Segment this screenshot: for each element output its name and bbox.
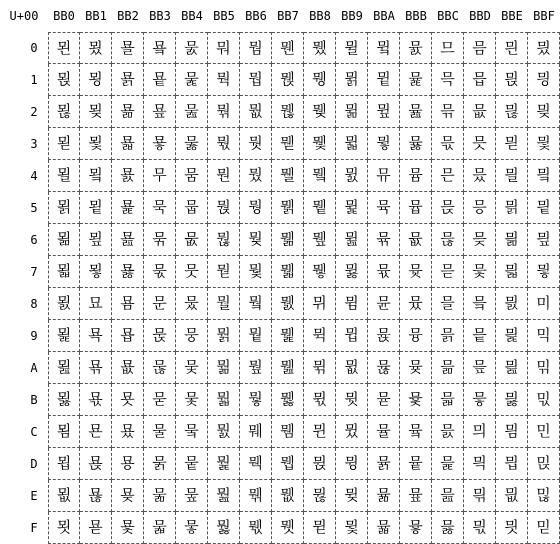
glyph-cell: 믛 — [464, 384, 496, 416]
glyph-cell: 믉 — [432, 320, 464, 352]
glyph-cell: 묱 — [144, 64, 176, 96]
glyph-cell: 뭜 — [208, 416, 240, 448]
glyph-cell: 믪 — [496, 352, 528, 384]
glyph-cell: 뮙 — [336, 320, 368, 352]
glyph-cell: 뭳 — [272, 128, 304, 160]
glyph-cell: 묍 — [48, 448, 80, 480]
glyph-cell: 뭆 — [176, 224, 208, 256]
column-header: BB0 — [53, 9, 75, 23]
glyph-cell: 믝 — [464, 448, 496, 480]
row-header: 2 — [30, 105, 38, 119]
glyph-cell: 묾 — [144, 480, 176, 512]
glyph-cell: 뭑 — [208, 64, 240, 96]
row-header: B — [30, 393, 38, 407]
glyph-cell: 묊 — [48, 352, 80, 384]
glyph-cell: 뭍 — [176, 448, 208, 480]
glyph-cell: 문 — [144, 288, 176, 320]
glyph-cell: 뭢 — [240, 96, 272, 128]
glyph-cell: 뮆 — [304, 224, 336, 256]
glyph-cell: 묰 — [144, 32, 176, 64]
glyph-cell: 믾 — [528, 480, 560, 512]
glyph-cell: 믁 — [432, 64, 464, 96]
glyph-cell: 묂 — [48, 96, 80, 128]
glyph-cell: 뭥 — [240, 192, 272, 224]
glyph-cell: 뮖 — [336, 224, 368, 256]
glyph-cell: 뮗 — [336, 256, 368, 288]
glyph-cell: 묙 — [80, 320, 112, 352]
glyph-grid — [48, 32, 560, 544]
glyph-cell: 묛 — [80, 384, 112, 416]
glyph-cell: 믬 — [496, 416, 528, 448]
glyph-cell: 뭤 — [240, 160, 272, 192]
glyph-cell: 묪 — [112, 352, 144, 384]
glyph-cell: 믴 — [528, 160, 560, 192]
glyph-cell: 뮐 — [336, 32, 368, 64]
glyph-cell: 뭱 — [272, 64, 304, 96]
glyph-cell: 묥 — [112, 192, 144, 224]
glyph-cell: 뮇 — [304, 256, 336, 288]
glyph-cell: 뭩 — [240, 320, 272, 352]
glyph-cell: 뮼 — [400, 416, 432, 448]
glyph-cell: 믂 — [432, 96, 464, 128]
glyph-cell: 묽 — [144, 448, 176, 480]
glyph-cell: 뭈 — [176, 288, 208, 320]
glyph-cell: 묮 — [112, 480, 144, 512]
glyph-cell: 뭛 — [208, 384, 240, 416]
row-header: 6 — [30, 233, 38, 247]
glyph-cell: 묨 — [112, 288, 144, 320]
glyph-cell: 뭀 — [176, 32, 208, 64]
column-header: BB2 — [117, 9, 139, 23]
glyph-cell: 묐 — [80, 32, 112, 64]
glyph-cell: 뭷 — [272, 256, 304, 288]
glyph-cell: 묜 — [80, 416, 112, 448]
glyph-cell: 뮂 — [304, 96, 336, 128]
glyph-cell: 뭌 — [176, 416, 208, 448]
glyph-cell: 믣 — [496, 128, 528, 160]
glyph-cell: 뮣 — [368, 128, 400, 160]
glyph-cell: 믿 — [528, 512, 560, 544]
glyph-cell: 묘 — [80, 288, 112, 320]
glyph-cell: 뮋 — [304, 384, 336, 416]
glyph-cell: 믵 — [528, 192, 560, 224]
glyph-cell: 묿 — [144, 512, 176, 544]
glyph-cell: 뮟 — [336, 512, 368, 544]
glyph-cell: 뮦 — [368, 224, 400, 256]
glyph-cell: 묅 — [48, 192, 80, 224]
glyph-cell: 뭞 — [208, 480, 240, 512]
column-header: BB8 — [309, 9, 331, 23]
glyph-cell: 뭭 — [240, 448, 272, 480]
glyph-cell: 믻 — [528, 384, 560, 416]
glyph-cell: 뮃 — [304, 128, 336, 160]
glyph-cell: 뮴 — [400, 160, 432, 192]
glyph-cell: 뮵 — [400, 192, 432, 224]
glyph-cell: 믥 — [496, 192, 528, 224]
glyph-cell: 믌 — [432, 416, 464, 448]
glyph-cell: 묔 — [80, 160, 112, 192]
column-header: BBC — [437, 9, 459, 23]
glyph-cell: 믇 — [432, 256, 464, 288]
glyph-cell: 뮬 — [368, 416, 400, 448]
glyph-cell: 묚 — [80, 352, 112, 384]
glyph-cell: 뮳 — [400, 128, 432, 160]
glyph-cell: 묫 — [112, 384, 144, 416]
glyph-cell: 믩 — [496, 320, 528, 352]
row-header: E — [30, 489, 38, 503]
glyph-cell: 뭃 — [176, 128, 208, 160]
glyph-cell: 뭵 — [272, 192, 304, 224]
row-header: 1 — [30, 73, 38, 87]
column-header: BB7 — [277, 9, 299, 23]
glyph-cell: 묓 — [80, 128, 112, 160]
glyph-cell: 뮻 — [400, 384, 432, 416]
glyph-cell: 믓 — [464, 128, 496, 160]
glyph-cell: 뮍 — [304, 448, 336, 480]
glyph-cell: 뭾 — [272, 480, 304, 512]
glyph-cell: 뮰 — [400, 32, 432, 64]
glyph-cell: 묖 — [80, 224, 112, 256]
row-header: 7 — [30, 265, 38, 279]
glyph-cell: 뮁 — [304, 64, 336, 96]
glyph-cell: 믦 — [496, 224, 528, 256]
glyph-cell: 뭬 — [240, 416, 272, 448]
glyph-cell: 뭶 — [272, 224, 304, 256]
glyph-cell: 물 — [144, 416, 176, 448]
glyph-cell: 묉 — [48, 320, 80, 352]
row-header: 0 — [30, 41, 38, 55]
glyph-cell: 믳 — [528, 128, 560, 160]
glyph-cell: 뮓 — [336, 128, 368, 160]
glyph-cell: 뭊 — [176, 352, 208, 384]
glyph-cell: 뮩 — [368, 320, 400, 352]
glyph-cell: 믈 — [432, 288, 464, 320]
glyph-cell: 묝 — [80, 448, 112, 480]
glyph-cell: 묁 — [48, 64, 80, 96]
glyph-cell: 묣 — [112, 128, 144, 160]
glyph-cell: 뮽 — [400, 448, 432, 480]
row-header: 4 — [30, 169, 38, 183]
glyph-cell: 믭 — [496, 448, 528, 480]
glyph-cell: 믽 — [528, 448, 560, 480]
glyph-cell: 뮾 — [400, 480, 432, 512]
glyph-cell: 뮪 — [368, 352, 400, 384]
glyph-cell: 뭘 — [208, 288, 240, 320]
glyph-cell: 묻 — [144, 384, 176, 416]
glyph-cell: 묭 — [112, 448, 144, 480]
glyph-cell: 뮉 — [304, 320, 336, 352]
glyph-cell: 뭹 — [272, 320, 304, 352]
glyph-cell: 묩 — [112, 320, 144, 352]
glyph-cell: 믰 — [528, 32, 560, 64]
glyph-cell: 뭿 — [272, 512, 304, 544]
glyph-cell: 묟 — [80, 512, 112, 544]
glyph-cell: 뮛 — [336, 384, 368, 416]
glyph-cell: 뭓 — [208, 128, 240, 160]
column-header: BB3 — [149, 9, 171, 23]
glyph-cell: 뭰 — [272, 32, 304, 64]
glyph-cell: 묕 — [80, 192, 112, 224]
glyph-cell: 뮅 — [304, 192, 336, 224]
glyph-cell: 뭖 — [208, 224, 240, 256]
glyph-cell: 묎 — [48, 480, 80, 512]
glyph-cell: 뭕 — [208, 192, 240, 224]
row-header: F — [30, 521, 38, 535]
column-header: BBA — [373, 9, 395, 23]
glyph-cell: 뮮 — [368, 480, 400, 512]
glyph-cell: 묧 — [112, 256, 144, 288]
glyph-cell: 믏 — [432, 512, 464, 544]
glyph-cell: 묈 — [48, 288, 80, 320]
glyph-cell: 믆 — [432, 224, 464, 256]
glyph-cell: 믤 — [496, 160, 528, 192]
glyph-cell: 뭫 — [240, 384, 272, 416]
column-header: BB4 — [181, 9, 203, 23]
glyph-cell: 민 — [528, 416, 560, 448]
glyph-cell: 믋 — [432, 384, 464, 416]
row-header: C — [30, 425, 38, 439]
glyph-cell: 묄 — [48, 160, 80, 192]
glyph-cell: 믹 — [528, 320, 560, 352]
glyph-cell: 뭮 — [240, 480, 272, 512]
glyph-cell: 묶 — [144, 224, 176, 256]
glyph-cell: 뮘 — [336, 288, 368, 320]
column-header: BBF — [533, 9, 555, 23]
glyph-cell: 뮫 — [368, 384, 400, 416]
glyph-cell: 묤 — [112, 160, 144, 192]
glyph-cell: 뮝 — [336, 448, 368, 480]
glyph-cell: 뭸 — [272, 288, 304, 320]
glyph-cell: 뭝 — [208, 448, 240, 480]
glyph-cell: 믢 — [496, 96, 528, 128]
glyph-cell: 무 — [144, 160, 176, 192]
row-header: A — [30, 361, 38, 375]
glyph-cell: 묀 — [48, 32, 80, 64]
glyph-cell: 묺 — [144, 352, 176, 384]
glyph-cell: 뮒 — [336, 96, 368, 128]
glyph-cell: 믯 — [496, 512, 528, 544]
glyph-cell: 뮔 — [336, 160, 368, 192]
glyph-cell: 믞 — [464, 480, 496, 512]
glyph-cell: 뮡 — [368, 64, 400, 96]
column-header: BBB — [405, 9, 427, 23]
glyph-cell: 믒 — [464, 96, 496, 128]
glyph-cell: 믅 — [432, 192, 464, 224]
glyph-cell: 뭔 — [208, 160, 240, 192]
glyph-cell: 믡 — [496, 64, 528, 96]
glyph-cell: 뮹 — [400, 320, 432, 352]
glyph-cell: 묢 — [112, 96, 144, 128]
glyph-cell: 뮢 — [368, 96, 400, 128]
glyph-cell: 묒 — [80, 96, 112, 128]
glyph-cell: 믟 — [464, 512, 496, 544]
glyph-cell: 뮲 — [400, 96, 432, 128]
glyph-cell: 뭋 — [176, 384, 208, 416]
corner-label: U+00 — [9, 9, 39, 23]
row-header: D — [30, 457, 38, 471]
glyph-cell: 뭄 — [176, 160, 208, 192]
glyph-cell: 뮈 — [304, 288, 336, 320]
glyph-cell: 뮎 — [304, 480, 336, 512]
row-header: 5 — [30, 201, 38, 215]
glyph-cell: 뮯 — [368, 512, 400, 544]
glyph-cell: 뮿 — [400, 512, 432, 544]
glyph-cell: 믖 — [464, 224, 496, 256]
glyph-cell: 믫 — [496, 384, 528, 416]
glyph-cell: 뮷 — [400, 256, 432, 288]
glyph-cell: 뭦 — [240, 224, 272, 256]
glyph-cell: 믨 — [496, 288, 528, 320]
glyph-cell: 뭟 — [208, 512, 240, 544]
glyph-cell: 묗 — [80, 256, 112, 288]
glyph-cell: 뭙 — [208, 320, 240, 352]
glyph-cell: 묡 — [112, 64, 144, 96]
column-header: BB5 — [213, 9, 235, 23]
glyph-cell: 뮊 — [304, 352, 336, 384]
glyph-cell: 뭻 — [272, 384, 304, 416]
glyph-cell: 뮨 — [368, 288, 400, 320]
glyph-cell: 믕 — [464, 192, 496, 224]
glyph-cell: 믲 — [528, 96, 560, 128]
glyph-cell: 묬 — [112, 416, 144, 448]
column-header: BBD — [469, 9, 491, 23]
glyph-cell: 뭉 — [176, 320, 208, 352]
glyph-cell: 묌 — [48, 416, 80, 448]
glyph-cell: 뭇 — [176, 256, 208, 288]
glyph-cell: 뮚 — [336, 352, 368, 384]
glyph-cell: 뭺 — [272, 352, 304, 384]
glyph-cell: 뭡 — [240, 64, 272, 96]
glyph-cell: 뭪 — [240, 352, 272, 384]
glyph-cell: 묳 — [144, 128, 176, 160]
glyph-cell: 믐 — [464, 32, 496, 64]
glyph-cell: 뮥 — [368, 192, 400, 224]
column-header: BB1 — [85, 9, 107, 23]
glyph-cell: 뮠 — [368, 32, 400, 64]
glyph-cell: 믧 — [496, 256, 528, 288]
glyph-cell: 믚 — [464, 352, 496, 384]
glyph-cell: 뭯 — [240, 512, 272, 544]
glyph-cell: 뮶 — [400, 224, 432, 256]
glyph-cell: 묯 — [112, 512, 144, 544]
glyph-cell: 뮭 — [368, 448, 400, 480]
glyph-cell: 묦 — [112, 224, 144, 256]
glyph-cell: 뭽 — [272, 448, 304, 480]
glyph-cell: 믗 — [464, 256, 496, 288]
glyph-cell: 뭼 — [272, 416, 304, 448]
glyph-cell: 묵 — [144, 192, 176, 224]
column-header: BB9 — [341, 9, 363, 23]
glyph-cell: 믮 — [496, 480, 528, 512]
glyph-cell: 묃 — [48, 128, 80, 160]
glyph-cell: 묆 — [48, 224, 80, 256]
glyph-cell: 묑 — [80, 64, 112, 96]
glyph-cell: 뮺 — [400, 352, 432, 384]
glyph-cell: 뭴 — [272, 160, 304, 192]
glyph-cell: 뮜 — [336, 416, 368, 448]
glyph-cell: 므 — [432, 32, 464, 64]
glyph-cell: 믎 — [432, 480, 464, 512]
glyph-cell: 뭁 — [176, 64, 208, 96]
glyph-cell: 뭂 — [176, 96, 208, 128]
glyph-cell: 뮏 — [304, 512, 336, 544]
glyph-cell: 묹 — [144, 320, 176, 352]
glyph-cell: 뮱 — [400, 64, 432, 96]
column-header: BBE — [501, 9, 523, 23]
glyph-cell: 믍 — [432, 448, 464, 480]
glyph-cell: 묠 — [112, 32, 144, 64]
glyph-cell: 뭲 — [272, 96, 304, 128]
glyph-cell: 뭧 — [240, 256, 272, 288]
glyph-cell: 뮕 — [336, 192, 368, 224]
row-header: 3 — [30, 137, 38, 151]
column-header: BB6 — [245, 9, 267, 23]
glyph-cell: 뮞 — [336, 480, 368, 512]
glyph-cell: 뮄 — [304, 160, 336, 192]
glyph-cell: 뭎 — [176, 480, 208, 512]
glyph-cell: 미 — [528, 288, 560, 320]
glyph-cell: 묷 — [144, 256, 176, 288]
glyph-cell: 믷 — [528, 256, 560, 288]
glyph-cell: 뭏 — [176, 512, 208, 544]
glyph-cell: 뭐 — [208, 32, 240, 64]
glyph-cell: 묞 — [80, 480, 112, 512]
glyph-cell: 뭗 — [208, 256, 240, 288]
glyph-cell: 믶 — [528, 224, 560, 256]
glyph-cell: 뮤 — [368, 160, 400, 192]
glyph-cell: 뮑 — [336, 64, 368, 96]
glyph-cell: 믄 — [432, 160, 464, 192]
glyph-cell: 믜 — [464, 416, 496, 448]
glyph-cell: 뮌 — [304, 416, 336, 448]
glyph-cell: 묇 — [48, 256, 80, 288]
glyph-cell: 뭚 — [208, 352, 240, 384]
glyph-cell: 뭒 — [208, 96, 240, 128]
glyph-cell: 믘 — [464, 288, 496, 320]
glyph-cell: 뮸 — [400, 288, 432, 320]
glyph-cell: 뮧 — [368, 256, 400, 288]
row-header: 8 — [30, 297, 38, 311]
glyph-cell: 믃 — [432, 128, 464, 160]
glyph-cell: 믙 — [464, 320, 496, 352]
glyph-cell: 뭅 — [176, 192, 208, 224]
glyph-cell: 믠 — [496, 32, 528, 64]
glyph-cell: 믑 — [464, 64, 496, 96]
glyph-cell: 묋 — [48, 384, 80, 416]
glyph-cell: 뭠 — [240, 32, 272, 64]
glyph-cell: 믔 — [464, 160, 496, 192]
glyph-cell: 믊 — [432, 352, 464, 384]
glyph-cell: 뭨 — [240, 288, 272, 320]
glyph-cell: 믺 — [528, 352, 560, 384]
glyph-cell: 뭣 — [240, 128, 272, 160]
glyph-cell: 믱 — [528, 64, 560, 96]
row-header: 9 — [30, 329, 38, 343]
glyph-cell: 묲 — [144, 96, 176, 128]
glyph-cell: 묏 — [48, 512, 80, 544]
glyph-cell: 뮀 — [304, 32, 336, 64]
